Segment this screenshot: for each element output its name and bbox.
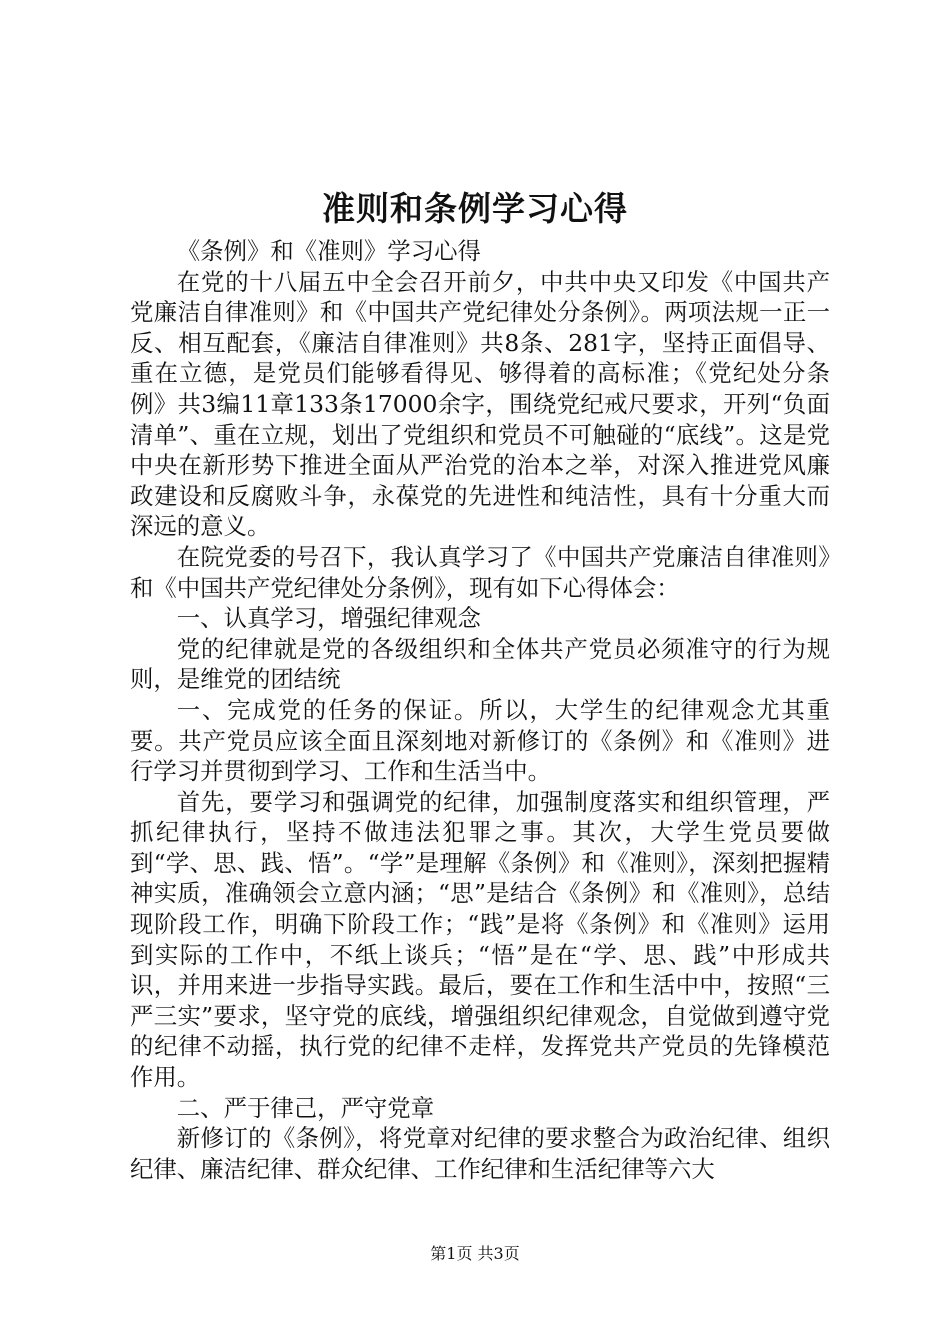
page-footer: 第1页 共3页 <box>430 1244 520 1263</box>
document-title: 准则和条例学习心得 <box>322 189 628 228</box>
body-paragraph: 在院党委的号召下，我认真学习了《中国共产党廉洁自律准则》和《中国共产党纪律处分条例》，现有如下心得体会： <box>130 542 830 602</box>
section-heading: 一、认真学习，增强纪律观念 <box>176 604 481 633</box>
body-paragraph: 新修订的《条例》，将党章对纪律的要求整合为政治纪律、组织纪律、廉洁纪律、群众纪律、工作纪律和生活纪律等六大 <box>130 1124 830 1183</box>
subtitle-paragraph: 《条例》和《准则》学习心得 <box>176 237 481 265</box>
body-paragraph: 一、完成党的任务的保证。所以，大学生的纪律观念尤其重要。共产党员应该全面且深刻地对新修订的《条例》和《准则》进行学习并贯彻到学习、工作和生活当中。 <box>130 695 830 786</box>
body-paragraph: 首先，要学习和强调党的纪律，加强制度落实和组织管理，严抓纪律执行，坚持不做违法犯罪之事。其次，大学生党员要做到“学、思、践、悟”。“学”是理解《条例》和《准则》，深刻把握精神实质，准确领会立意内涵；“思”是结合《条例》和《准则》，总结现阶段工作，明确下阶段工作；“践”是将《条例》和《准则》运用到实际的工作中，不纸上谈兵；“悟”是在“学、思、践”中形成共识，并用来进一步指导实践。最后，要在工作和生活中中，按照“三严三实”要求，坚守党的底线，增强组织纪律观念，自觉做到遵守党的纪律不动摇，执行党的纪律不走样，发挥党共产党员的先锋模范作用。 <box>130 787 830 1092</box>
body-paragraph: 党的纪律就是党的各级组织和全体共产党员必须准守的行为规则，是维党的团结统 <box>130 634 830 694</box>
document-body <box>130 236 830 1184</box>
section-heading: 二、严于律己，严守党章 <box>176 1093 435 1122</box>
body-paragraph: 在党的十八届五中全会召开前夕，中共中央又印发《中国共产党廉洁自律准则》和《中国共产党纪律处分条例》。两项法规一正一反、相互配套，《廉洁自律准则》共8条、281字，坚持正面倡导、重在立德，是党员们能够看得见、够得着的高标准；《党纪处分条例》共3编11章133条17000余字，围绕党纪戒尺要求，开列“负面清单”、重在立规，划出了党组织和党员不可触碰的“底线”。这是党中央在新形势下推进全面从严治党的治本之举，对深入推进党风廉政建设和反腐败斗争，永葆党的先进性和纯洁性，具有十分重大而深远的意义。 <box>130 267 830 541</box>
